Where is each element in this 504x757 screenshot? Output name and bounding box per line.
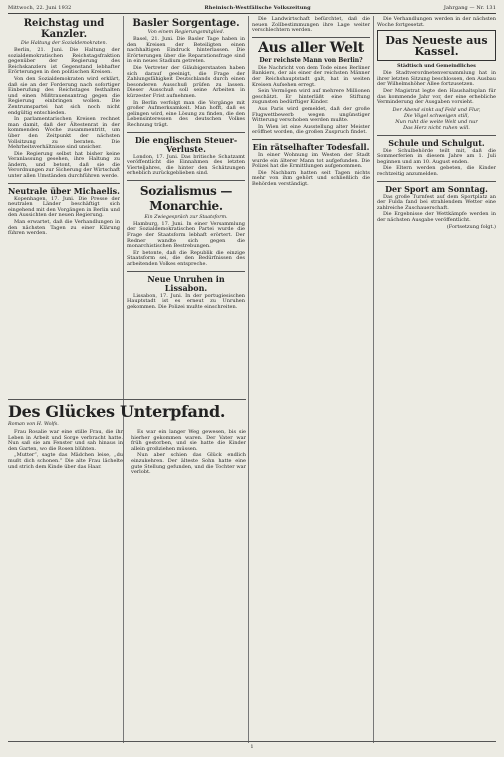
paragraph: Die Landwirtschaft befürchtet, daß die neuen Zollbestimmungen ihre Lage weiter verschlechtern werden.	[252, 16, 370, 34]
continuation-note: (Fortsetzung folgt.)	[446, 223, 496, 230]
paragraph: Von den Sozialdemokraten wird erklärt, daß sie an der Forderung nach sofortiger Einberufung des Reichstages festhalten und einen Mißtrauensantrag gegen die Regierung einbringen wollen. Die Zentrumspartei hat sich noch nicht endgültig entschieden.	[8, 75, 120, 116]
paragraph: „Mutter“, sagte das Mädchen leise, „du mußt dich schonen.“ Die alte Frau lächelte und strich dem Kinde über das Haar.	[8, 452, 123, 470]
paragraph: Sein Vermögen wird auf mehrere Millionen geschätzt. Er hinterläßt eine Stiftung zugunsten bedürftiger Kinder.	[252, 88, 370, 106]
masthead-title: Rheinisch-Westfälische Volkszeitung	[204, 5, 311, 11]
page-footer	[8, 741, 496, 754]
paragraph: In Wien ist eine Ausstellung alter Meister eröffnet worden, die großen Zuspruch findet.	[252, 123, 370, 136]
article-headline: Neutrale über Michaelis.	[8, 185, 120, 196]
article-subhead: Ein Zwiegespräch zur Staatsform.	[144, 214, 228, 220]
page-number: 1	[250, 744, 254, 750]
paragraph: London, 17. Juni. Das britische Schatzamt veröffentlicht die Einnahmen des letzten Vierteljahres, die hinter den Schätzungen erheblich zurückgeblieben sind.	[127, 153, 245, 177]
article-headline: Das Neueste aus Kassel.	[385, 34, 488, 59]
paragraph: Die Ergebnisse der Wettkämpfe werden in der nächsten Ausgabe veröffentlicht.	[377, 211, 496, 223]
paragraph: Die Vertreter der Gläubigerstaaten haben sich darauf geeinigt, die Frage der Zahlungsfähigkeit Deutschlands durch einen besonderen Ausschuß prüfen zu lassen. Dieser Ausschuß soll seine Arbeiten in kürzester Frist aufnehmen.	[127, 64, 245, 99]
divider	[127, 271, 245, 272]
paragraph: Das große Turnfest auf dem Sportplatz an der Fulda fand bei strahlendem Wetter eine zahlreiche Zuschauerschaft.	[377, 193, 496, 211]
paragraph: Nun aber schien das Glück endlich einzukehren. Der älteste Sohn hatte eine gute Stellung gefunden, und die Tochter war verlobt.	[131, 452, 246, 476]
paragraph: Die Eltern werden gebeten, die Kinder rechtzeitig anzumelden.	[377, 165, 496, 177]
article-subhead: Städtisch und Gemeindliches	[397, 63, 476, 70]
paragraph: Der Magistrat legte den Haushaltsplan für das kommende Jahr vor, der eine erhebliche Verminderung der Ausgaben vorsieht.	[377, 87, 496, 106]
poem-line: Der Abend sinkt auf Feld und Flur,	[392, 106, 481, 113]
paragraph: Die Stadtverordnetenversammlung hat in ihrer letzten Sitzung beschlossen, den Ausbau der Wilhelmshöher Allee fortzusetzen.	[377, 70, 496, 88]
divider	[377, 135, 496, 136]
serial-byline: Roman von H. Wolfs.	[8, 422, 59, 427]
masthead-issue: Jahrgang — Nr. 131	[443, 5, 496, 11]
article-headline: Reichstag und Kanzler.	[23, 18, 105, 40]
local-news-box	[377, 30, 496, 61]
paragraph: Die Schulbehörde teilt mit, daß die Sommerferien in diesem Jahre am 1. Juli beginnen und am 10. August enden.	[377, 147, 496, 165]
article-headline: Der Sport am Sonntag.	[385, 183, 488, 194]
poem-line: Das Herz nicht ruhen will.	[403, 125, 470, 132]
paragraph: In parlamentarischen Kreisen rechnet man damit, daß der Ältestenrat in der kommenden Woche zusammentritt, um über den Zeitpunkt der nächsten Vollsitzung zu beraten. Die Mehrheitsverhältnisse sind unsicher.	[8, 116, 120, 151]
column-3	[252, 16, 370, 740]
poem	[377, 107, 496, 132]
article-headline: Sozialismus — Monarchie.	[139, 183, 233, 213]
poem-line: Nun ruht die weite Welt und nur	[395, 119, 478, 126]
paragraph: Frau Rosalie war eine stille Frau, die ihr Leben in Arbeit und Sorge verbracht hatte. Nun saß sie am Fenster und sah hinaus in den Garten, wo die Rosen blühten.	[8, 429, 123, 452]
divider	[252, 139, 370, 140]
serial-headline: Des Glückes Unterpfand.	[8, 402, 226, 421]
column-1	[8, 16, 120, 394]
serial-novel	[8, 396, 246, 736]
poem-line: Die Vögel schweigen still,	[403, 112, 470, 119]
paragraph: In einer Wohnung im Westen der Stadt wurde ein älterer Mann tot aufgefunden. Die Polizei hat die Ermittlungen aufgenommen.	[252, 151, 370, 170]
divider	[8, 183, 120, 184]
column-2	[127, 16, 245, 394]
column-rule	[373, 16, 374, 743]
divider	[252, 37, 370, 38]
article-subhead: Von einem Regierungsmitglied.	[147, 30, 225, 35]
paragraph: In Berlin verfolgt man die Vorgänge mit großer Aufmerksamkeit. Man hofft, daß es gelingen wird, eine Lösung zu finden, die den Lebensinteressen des deutschen Volkes Rechnung trägt.	[127, 99, 245, 128]
divider	[377, 181, 496, 182]
divider	[127, 180, 245, 181]
article-subhead: Die Haltung der Sozialdemokraten.	[20, 41, 108, 46]
masthead	[8, 3, 496, 14]
paragraph: Die Verhandlungen werden in der nächsten Woche fortgesetzt.	[377, 16, 496, 28]
paragraph: Kopenhagen, 17. Juni. Die Presse der neutralen Länder beschäftigt sich eingehend mit den Vorgängen in Berlin und den Aussichten der neuen Regierung.	[8, 195, 120, 219]
column-rule	[248, 16, 249, 743]
paragraph: Man erwartet, daß die Verhandlungen in den nächsten Tagen zu einer Klärung führen werden.	[8, 219, 120, 237]
column-4	[377, 16, 496, 740]
paragraph: Die Regierung selbst hat bisher keine Veranlassung gesehen, ihre Haltung zu ändern, und betont, daß sie die Verordnungen zur Sicherung der Wirtschaft unter allen Umständen durchführen werde.	[8, 150, 120, 180]
paragraph: Die Nachbarn hatten seit Tagen nichts mehr von ihm gehört und schließlich die Behörden verständigt.	[252, 169, 370, 187]
paragraph: Lissabon, 17. Juni. In der portugiesischen Hauptstadt ist es erneut zu Unruhen gekommen. Die Polizei mußte einschreiten.	[127, 292, 245, 310]
divider	[127, 132, 245, 133]
paragraph: Basel, 21. Juni. Die Basler Tage haben in den Kreisen der Beteiligten einen nachhaltigen Eindruck hinterlassen. Die Erörterungen über die Reparationsfrage sind in ein neues Stadium getreten.	[127, 36, 245, 65]
article-headline: Neue Unruhen in Lissabon.	[147, 273, 225, 293]
masthead-date: Mittwoch, 22. Juni 1932	[8, 5, 72, 11]
article-headline: Die englischen Steuer-Verluste.	[134, 134, 238, 154]
paragraph: Berlin, 21. Juni. Die Haltung der sozialdemokratischen Reichstagsfraktion gegenüber der Regierung des Reichskanzlers ist Gegenstand lebhafter Erörterungen in den politischen Kreisen.	[8, 47, 120, 76]
article-headline: Aus aller Welt	[258, 39, 364, 56]
paragraph: Aus Paris wird gemeldet, daß der große Flugwettbewerb wegen ungünstiger Witterung verschoben werden mußte.	[252, 105, 370, 124]
paragraph: Er betonte, daß die Republik die einzige Staatsform sei, die den Bedürfnissen des arbeitenden Volkes entspreche.	[127, 249, 245, 268]
article-headline: Basler Sorgentage.	[132, 18, 240, 29]
divider	[8, 399, 246, 400]
article-subhead: Der reichste Mann von Berlin?	[259, 56, 363, 64]
paragraph: Die Nachricht von dem Tode eines Berliner Bankiers, der als einer der reichsten Männer der Reichshauptstadt galt, hat in weiten Kreisen Aufsehen erregt.	[252, 64, 370, 88]
article-headline: Ein rätselhafter Todesfall.	[252, 141, 370, 152]
paragraph: Hamburg, 17. Juni. In einer Versammlung der Sozialdemokratischen Partei wurde die Frage der Staatsform lebhaft erörtert. Der Redner wandte sich gegen die monarchistischen Bestrebungen.	[127, 220, 245, 250]
article-headline: Schule und Schulgut.	[388, 137, 485, 148]
paragraph: Es war ein langer Weg gewesen, bis sie hierher gekommen waren. Der Vater war früh gestorben, und sie hatte die Kinder allein großziehen müssen.	[131, 429, 246, 452]
